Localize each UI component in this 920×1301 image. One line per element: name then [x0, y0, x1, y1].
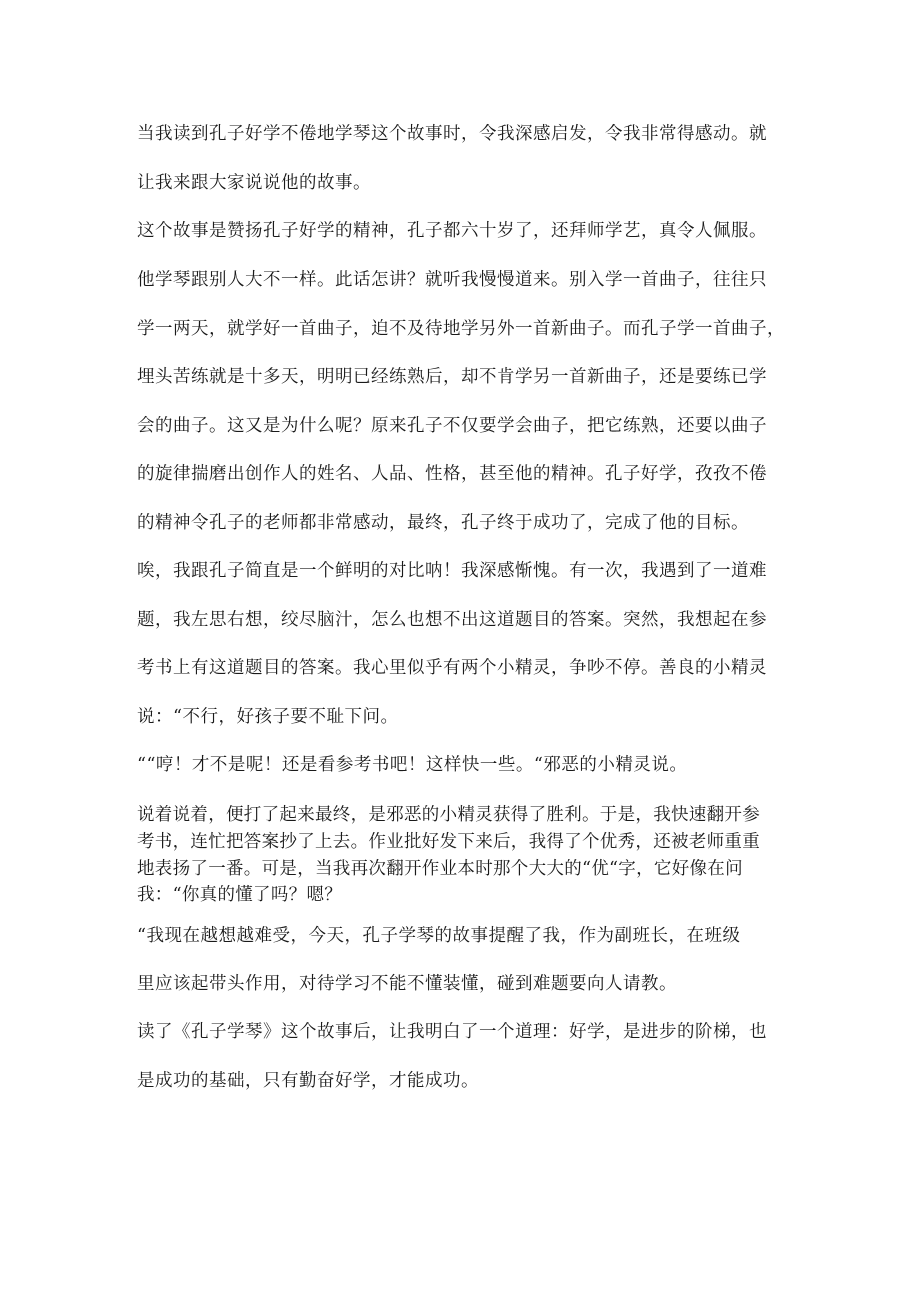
- text-line: 这个故事是赞扬孔子好学的精神，孔子都六十岁了，还拜师学艺，真令人佩服。: [137, 221, 767, 241]
- text-line: 说着说着，便打了起来最终，是邪恶的小精灵获得了胜利。于是，我快速翻开参: [137, 805, 760, 825]
- text-line: 让我来跟大家说说他的故事。: [137, 173, 371, 193]
- text-line: 考书，连忙把答案抄了上去。作业批好发下来后，我得了个优秀，还被老师重重: [137, 832, 760, 852]
- text-line: 地表扬了一番。可是，当我再次翻开作业本时那个大大的“优“字，它好像在问: [137, 859, 743, 879]
- text-line: 我：“你真的懂了吗？嗯？: [137, 885, 343, 905]
- text-line: 当我读到孔子好学不倦地学琴这个故事时，令我深感启发，令我非常得感动。就: [137, 124, 767, 144]
- text-line: 的精神令孔子的老师都非常感动，最终，孔子终于成功了，完成了他的目标。: [137, 513, 749, 533]
- text-line: 是成功的基础，只有勤奋好学，才能成功。: [137, 1071, 479, 1091]
- text-line: 学一两天，就学好一首曲子，迫不及待地学另外一首新曲子。而孔子学一首曲子，: [137, 319, 785, 339]
- text-line: ““哼！才不是呢！还是看参考书吧！这样快一些。“邪恶的小精灵说。: [137, 755, 688, 775]
- text-line: “我现在越想越难受，今天，孔子学琴的故事提醒了我，作为副班长，在班级: [137, 926, 741, 946]
- text-line: 说：“不行，好孩子要不耻下问。: [137, 707, 399, 727]
- text-line: 唉，我跟孔子简直是一个鲜明的对比呐！我深感惭愧。有一次，我遇到了一道难: [137, 561, 767, 581]
- text-line: 读了《孔子学琴》这个故事后，让我明白了一个道理：好学，是进步的阶梯，也: [137, 1022, 767, 1042]
- text-line: 会的曲子。这又是为什么呢？原来孔子不仅要学会曲子，把它练熟，还要以曲子: [137, 416, 767, 436]
- text-line: 题，我左思右想，绞尽脑汁，怎么也想不出这道题目的答案。突然，我想起在参: [137, 610, 767, 630]
- text-line: 考书上有这道题目的答案。我心里似乎有两个小精灵，争吵不停。善良的小精灵: [137, 658, 767, 678]
- text-line: 里应该起带头作用，对待学习不能不懂装懂，碰到难题要向人请教。: [137, 974, 677, 994]
- text-line: 的旋律揣磨出创作人的姓名、人品、性格，甚至他的精神。孔子好学，孜孜不倦: [137, 464, 767, 484]
- text-line: 他学琴跟别人大不一样。此话怎讲？就听我慢慢道来。别入学一首曲子，往往只: [137, 270, 767, 290]
- text-line: 埋头苦练就是十多天，明明已经练熟后，却不肯学另一首新曲子，还是要练已学: [137, 367, 767, 387]
